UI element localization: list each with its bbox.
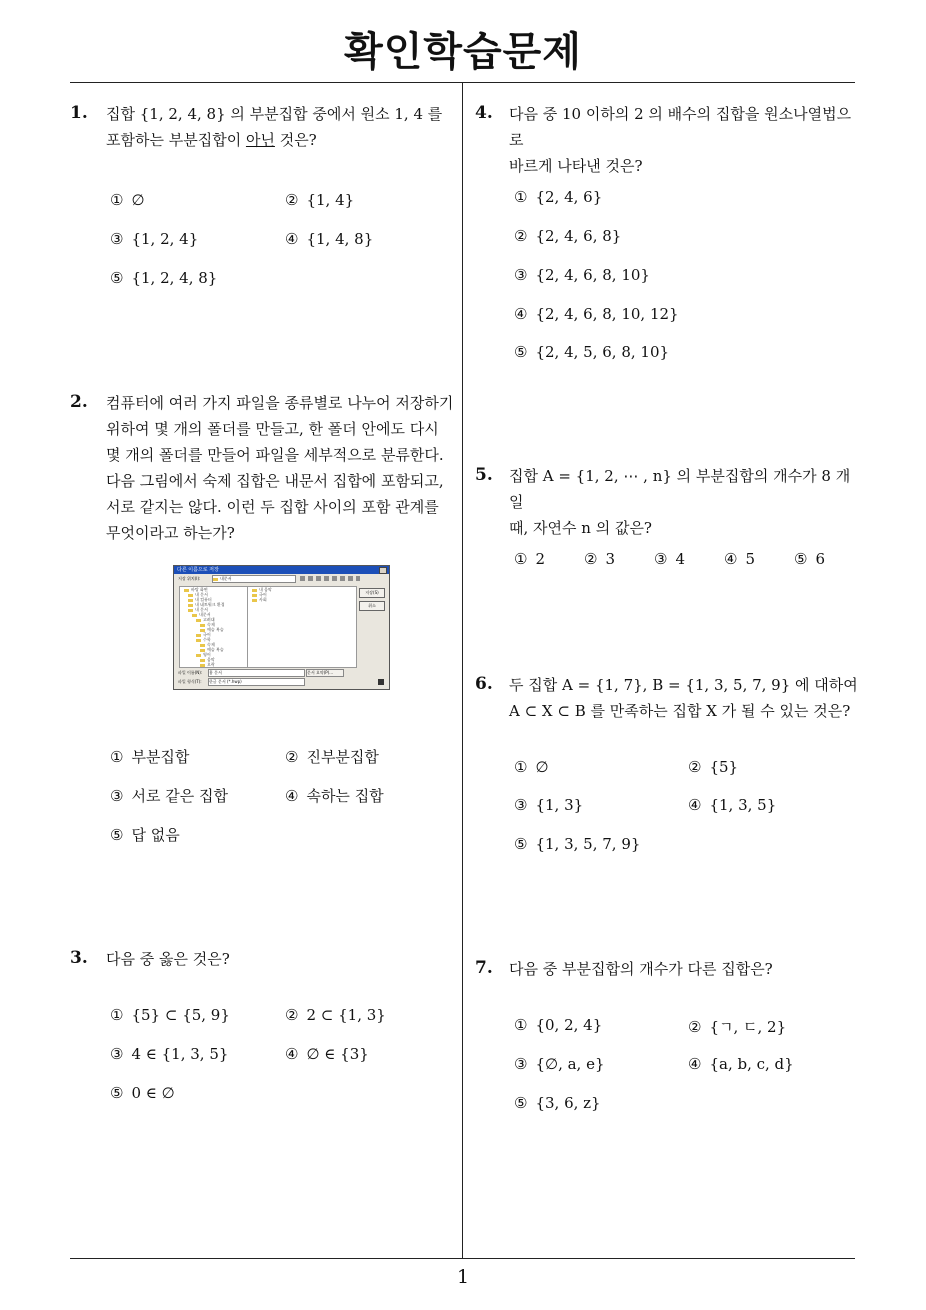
tree-label: 숙제 bbox=[207, 642, 215, 647]
option-marker: ① bbox=[514, 1016, 528, 1034]
option-value: 3 bbox=[605, 550, 615, 568]
option-value: 2 bbox=[535, 550, 545, 568]
option-5[interactable] bbox=[110, 824, 180, 845]
option-value: {2, 4, 5, 6, 8, 10} bbox=[535, 343, 670, 361]
question-number: 7. bbox=[475, 958, 493, 978]
option-marker: ① bbox=[110, 191, 124, 209]
option-value: {5} ⊂ {5, 9} bbox=[131, 1006, 230, 1024]
tree-label: 음악 bbox=[207, 657, 215, 662]
option-value: 답 없음 bbox=[131, 826, 180, 844]
question-number: 5. bbox=[475, 465, 493, 485]
option-value: 진부분집합 bbox=[306, 748, 379, 766]
text-fragment: 포함하는 부분집합이 bbox=[106, 131, 246, 149]
option-marker: ④ bbox=[514, 305, 528, 323]
option-3[interactable] bbox=[110, 230, 198, 248]
option-marker: ① bbox=[514, 550, 528, 568]
option-marker: ② bbox=[688, 758, 702, 776]
text-fragment: 것은? bbox=[274, 131, 317, 149]
question-line: 두 집합 A = {1, 7}, B = {1, 3, 5, 7, 9} 에 대하여 bbox=[509, 676, 858, 694]
save-in-value: 내문서 bbox=[220, 576, 232, 581]
tree-label: 국어 bbox=[203, 632, 211, 637]
option-marker: ① bbox=[514, 188, 528, 206]
question-text: 다음 중 부분집합의 개수가 다른 집합은? bbox=[509, 960, 773, 978]
option-value: 0 ∈ ∅ bbox=[131, 1084, 175, 1102]
filetype-label: 파일 형식(T): bbox=[178, 679, 202, 684]
option-marker: ④ bbox=[285, 1045, 299, 1063]
list-label: 국어 bbox=[259, 592, 267, 597]
file-list bbox=[247, 586, 357, 668]
filename-value: 홈 문서 bbox=[209, 670, 222, 675]
option-marker: ⑤ bbox=[110, 269, 124, 287]
option-value: {1, 2, 4, 8} bbox=[131, 269, 218, 287]
option-3[interactable] bbox=[110, 785, 228, 806]
option-2[interactable] bbox=[285, 1006, 386, 1024]
filename-field bbox=[208, 669, 305, 677]
question-4 bbox=[475, 103, 860, 175]
folder-icon bbox=[200, 664, 205, 667]
option-1[interactable] bbox=[514, 1016, 602, 1034]
option-value: {1, 3} bbox=[535, 796, 584, 814]
question-text bbox=[106, 101, 461, 153]
option-4[interactable] bbox=[688, 796, 776, 814]
dialog-toolbar bbox=[174, 574, 389, 584]
question-number: 4. bbox=[475, 103, 493, 123]
option-value: {∅, a, e} bbox=[535, 1055, 605, 1073]
option-value: {1, 3, 5} bbox=[709, 796, 777, 814]
option-4[interactable] bbox=[285, 785, 384, 806]
option-2[interactable] bbox=[285, 746, 379, 767]
tree-label: 숙제 bbox=[207, 622, 215, 627]
option-5[interactable] bbox=[514, 343, 669, 361]
option-4[interactable] bbox=[285, 230, 373, 248]
option-value: {2, 4, 6, 8, 10} bbox=[535, 266, 650, 284]
option-5[interactable] bbox=[514, 835, 640, 853]
option-marker: ③ bbox=[514, 266, 528, 284]
option-value: ∅ ∈ {3} bbox=[306, 1045, 369, 1063]
option-marker: ③ bbox=[110, 1045, 124, 1063]
option-value: {2, 4, 6, 8, 10, 12} bbox=[535, 305, 679, 323]
option-5[interactable] bbox=[794, 550, 825, 568]
option-1[interactable] bbox=[110, 1006, 230, 1024]
question-line: 때, 자연수 n 의 값은? bbox=[509, 519, 652, 537]
dialog-titlebar bbox=[174, 566, 389, 574]
option-value: 5 bbox=[745, 550, 755, 568]
tree-label: 오락 bbox=[207, 662, 215, 667]
column-divider bbox=[462, 83, 463, 1258]
option-marker: ② bbox=[688, 1018, 702, 1036]
question-number: 1. bbox=[70, 103, 88, 123]
summary-label: 문서 요약(P)... bbox=[307, 670, 334, 675]
option-marker: ⑤ bbox=[514, 835, 528, 853]
option-value: 6 bbox=[815, 550, 825, 568]
list-label: 사회 bbox=[259, 597, 267, 602]
option-marker: ② bbox=[285, 748, 299, 766]
question-number: 3. bbox=[70, 948, 88, 968]
option-value: 서로 같은 집합 bbox=[131, 787, 228, 805]
tree-label: 내 컴퓨터 bbox=[195, 597, 212, 602]
tree-label: 내문서 bbox=[199, 612, 211, 617]
summary-button bbox=[306, 669, 344, 677]
option-marker: ⑤ bbox=[110, 1084, 124, 1102]
option-value: 4 bbox=[675, 550, 685, 568]
option-1[interactable] bbox=[110, 746, 189, 767]
option-2[interactable] bbox=[514, 227, 621, 245]
question-line: A ⊂ X ⊂ B 를 만족하는 집합 X 가 될 수 있는 것은? bbox=[509, 702, 851, 720]
toolbar-icons bbox=[300, 576, 360, 581]
option-5[interactable] bbox=[110, 269, 217, 287]
option-marker: ② bbox=[285, 1006, 299, 1024]
option-5[interactable] bbox=[514, 1094, 601, 1112]
question-line: 집합 A = {1, 2, ⋯ , n} 의 부분집합의 개수가 8 개일 bbox=[509, 467, 851, 511]
option-5[interactable] bbox=[110, 1084, 175, 1102]
tree-label: 예습 복습 bbox=[207, 627, 224, 632]
save-in-label: 저장 위치(I): bbox=[178, 576, 201, 581]
option-marker: ① bbox=[514, 758, 528, 776]
close-icon bbox=[379, 567, 387, 574]
option-value: {1, 3, 5, 7, 9} bbox=[535, 835, 641, 853]
tree-label: 고려대 bbox=[203, 617, 215, 622]
option-4[interactable] bbox=[724, 550, 755, 568]
option-marker: ⑤ bbox=[794, 550, 808, 568]
page-title: 확인학습문제 bbox=[344, 29, 582, 75]
option-marker: ④ bbox=[688, 796, 702, 814]
folder-tree bbox=[179, 586, 249, 668]
option-marker: ⑤ bbox=[514, 343, 528, 361]
option-value: {2, 4, 6} bbox=[535, 188, 603, 206]
question-text bbox=[509, 672, 859, 724]
list-label: 내 음악 bbox=[259, 587, 272, 592]
option-4[interactable] bbox=[514, 305, 679, 323]
question-line: 집합 {1, 2, 4, 8} 의 부분집합 중에서 원소 1, 4 를 bbox=[106, 105, 443, 123]
tree-label: 내 문서 bbox=[195, 592, 208, 597]
underlined-word: 아닌 bbox=[245, 131, 275, 149]
question-line: 위하여 몇 개의 폴더를 만들고, 한 폴더 안에도 다시 bbox=[106, 420, 439, 438]
option-3[interactable] bbox=[514, 266, 650, 284]
question-line: 몇 개의 폴더를 만들어 파일을 세부적으로 분류한다. bbox=[106, 446, 444, 464]
save-dialog-figure bbox=[173, 565, 390, 690]
option-value: {3, 6, z} bbox=[535, 1094, 601, 1112]
filetype-select bbox=[208, 678, 305, 686]
question-3 bbox=[70, 948, 460, 978]
tree-label: 바탕 화면 bbox=[191, 587, 208, 592]
tree-label: 내 문서 bbox=[195, 607, 208, 612]
option-marker: ② bbox=[285, 191, 299, 209]
question-line: 서로 같지는 않다. 이런 두 집합 사이의 포함 관계를 bbox=[106, 498, 439, 516]
save-in-select bbox=[212, 575, 296, 583]
option-marker: ③ bbox=[654, 550, 668, 568]
option-value: ∅ bbox=[535, 758, 549, 776]
option-3[interactable] bbox=[514, 796, 583, 814]
option-2[interactable] bbox=[584, 550, 615, 568]
option-3[interactable] bbox=[110, 1045, 228, 1063]
tree-label: 내 네트워크 환경 bbox=[195, 602, 225, 607]
tree-label: 예습 복습 bbox=[207, 647, 224, 652]
option-marker: ④ bbox=[285, 787, 299, 805]
option-marker: ③ bbox=[514, 1055, 528, 1073]
tree-item bbox=[180, 662, 248, 667]
option-1[interactable] bbox=[514, 550, 545, 568]
question-line: 다음 중 10 이하의 2 의 배수의 집합을 원소나열법으로 bbox=[509, 105, 852, 149]
option-marker: ⑤ bbox=[110, 826, 124, 844]
option-marker: ① bbox=[110, 748, 124, 766]
option-marker: ④ bbox=[688, 1055, 702, 1073]
option-value: {5} bbox=[709, 758, 739, 776]
folder-icon bbox=[213, 578, 218, 581]
save-button: 저장(S) bbox=[359, 588, 385, 598]
question-line: 바르게 나타낸 것은? bbox=[509, 157, 643, 175]
option-marker: ② bbox=[584, 550, 598, 568]
option-4[interactable] bbox=[285, 1045, 369, 1063]
option-marker: ⑤ bbox=[514, 1094, 528, 1112]
option-1[interactable] bbox=[110, 191, 145, 209]
question-line: 컴퓨터에 여러 가지 파일을 종류별로 나누어 저장하기 bbox=[106, 394, 454, 412]
option-value: {2, 4, 6, 8} bbox=[535, 227, 622, 245]
option-marker: ④ bbox=[724, 550, 738, 568]
option-marker: ③ bbox=[110, 230, 124, 248]
option-1[interactable] bbox=[514, 758, 549, 776]
filetype-value: 한글 문서 (*.hwp) bbox=[209, 679, 242, 684]
option-marker: ③ bbox=[514, 796, 528, 814]
bottom-rule bbox=[70, 1258, 855, 1259]
filename-label: 파일 이름(N): bbox=[178, 670, 203, 675]
option-value: ∅ bbox=[131, 191, 145, 209]
question-2 bbox=[70, 392, 460, 552]
question-number: 2. bbox=[70, 392, 88, 412]
option-value: {a, b, c, d} bbox=[709, 1055, 794, 1073]
question-line: 다음 그림에서 숙제 집합은 내문서 집합에 포함되고, bbox=[106, 472, 444, 490]
option-marker: ① bbox=[110, 1006, 124, 1024]
question-line bbox=[106, 127, 461, 153]
option-value: {1, 4} bbox=[306, 191, 355, 209]
question-7 bbox=[475, 958, 860, 988]
tree-label: 영어 bbox=[203, 652, 211, 657]
option-marker: ④ bbox=[285, 230, 299, 248]
question-6 bbox=[475, 674, 860, 734]
page-number: 1 bbox=[456, 1266, 470, 1288]
option-value: {1, 2, 4} bbox=[131, 230, 199, 248]
list-item bbox=[248, 597, 356, 602]
option-value: 4 ∈ {1, 3, 5} bbox=[131, 1045, 229, 1063]
question-text: 다음 중 옳은 것은? bbox=[106, 950, 230, 968]
question-text bbox=[509, 101, 859, 179]
option-value: {0, 2, 4} bbox=[535, 1016, 603, 1034]
cancel-button: 취소 bbox=[359, 601, 385, 611]
option-marker: ② bbox=[514, 227, 528, 245]
tree-label: 수학 bbox=[203, 637, 211, 642]
question-text bbox=[509, 463, 859, 541]
question-number: 6. bbox=[475, 674, 493, 694]
option-3[interactable] bbox=[654, 550, 685, 568]
option-value: 2 ⊂ {1, 3} bbox=[306, 1006, 386, 1024]
option-value: {1, 4, 8} bbox=[306, 230, 374, 248]
option-2[interactable] bbox=[688, 1016, 786, 1037]
option-value: 부분집합 bbox=[131, 748, 190, 766]
option-4[interactable] bbox=[688, 1055, 794, 1073]
folder-icon bbox=[252, 599, 257, 602]
dialog-title: 다른 이름으로 저장 bbox=[177, 567, 219, 573]
option-2[interactable] bbox=[285, 191, 354, 209]
option-value: 속하는 집합 bbox=[306, 787, 384, 805]
option-3[interactable] bbox=[514, 1055, 605, 1073]
question-text bbox=[106, 390, 461, 546]
question-5 bbox=[475, 465, 860, 537]
option-1[interactable] bbox=[514, 188, 602, 206]
help-icon bbox=[378, 679, 384, 685]
option-value: {ㄱ, ㄷ, 2} bbox=[709, 1018, 787, 1036]
question-line: 무엇이라고 하는가? bbox=[106, 524, 235, 542]
option-marker: ③ bbox=[110, 787, 124, 805]
option-2[interactable] bbox=[688, 758, 738, 776]
